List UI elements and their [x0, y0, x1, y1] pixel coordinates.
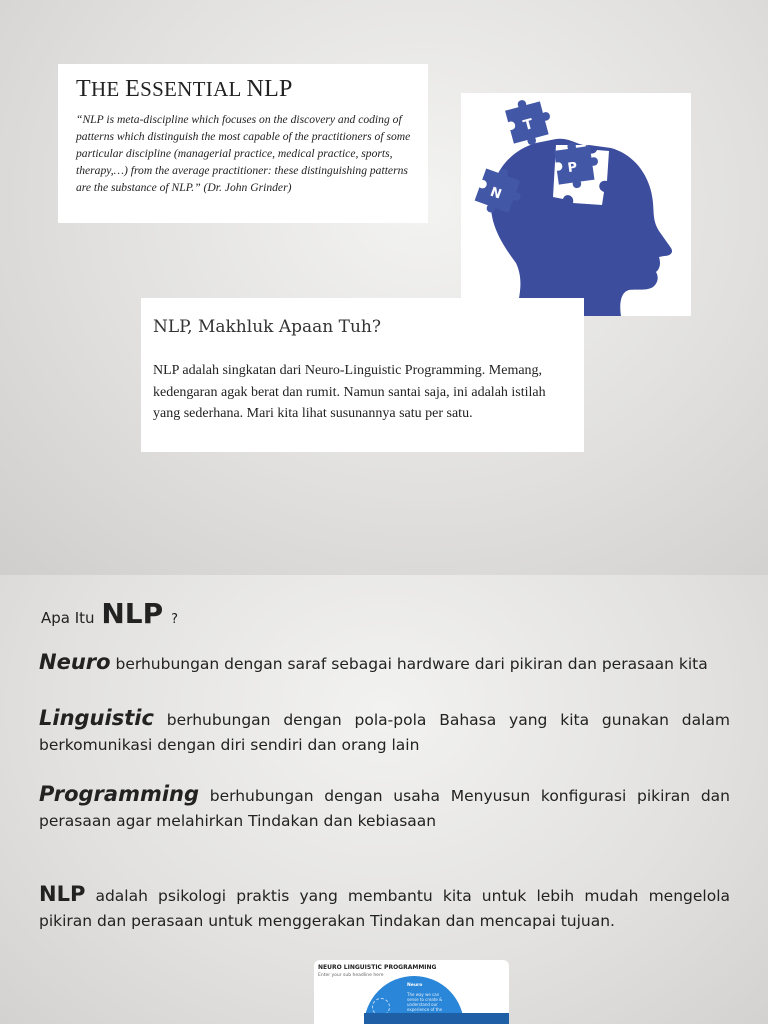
title-ssential: SSENTIAL	[140, 77, 247, 101]
thumbnail-title: NEURO LINGUISTIC PROGRAMMING	[318, 964, 437, 971]
definition-programming	[39, 782, 730, 834]
term-neuro: Neuro	[39, 650, 111, 674]
thumbnail-text: The way we can sense to create & understand our experience of the	[407, 992, 443, 1012]
definition-neuro	[39, 650, 730, 677]
nlp-apaan-card	[141, 298, 584, 452]
term-programming: Programming	[39, 782, 200, 806]
definition-linguistic	[39, 706, 730, 758]
definition-text: berhubungan dengan pola-pola Bahasa yang kita gunakan dalam berkomunikasi dengan diri sendiri dan orang lain	[39, 711, 730, 754]
svg-text:T: T	[521, 116, 536, 135]
svg-text:P: P	[566, 159, 579, 177]
heading-nlp: NLP	[101, 597, 164, 630]
nlp-summary	[39, 882, 730, 934]
head-puzzle-illustration	[461, 93, 691, 316]
grinder-quote: “NLP is meta-discipline which focuses on the discovery and coding of patterns which distinguish the most capable of the practitioners of some particular discipline (managerial practice, medical practice, sports, therapy,…) from the average practitioner: these distinguishing patterns are the substance of NLP.” (Dr. John Grinder)	[76, 113, 411, 194]
heading-prefix: Apa Itu	[41, 609, 95, 627]
term-linguistic: Linguistic	[39, 706, 154, 730]
title-cap-e: E	[125, 76, 141, 102]
title-nlp: NLP	[246, 76, 293, 102]
definition-text: berhubungan dengan usaha Menyusun konfigurasi pikiran dan perasaan agar melahirkan Tindakan dan kebiasaan	[39, 787, 730, 830]
definition-text: berhubungan dengan saraf sebagai hardware dari pikiran dan perasaan kita	[110, 655, 708, 673]
svg-text:N: N	[487, 184, 504, 203]
title-cap-t: T	[76, 76, 91, 102]
nlp-apaan-body: NLP adalah singkatan dari Neuro-Linguistic Programming. Memang, kedengaran agak berat dan rumit. Namun santai saja, ini adalah istilah yang sederhana. Mari kita lihat susunannya satu per satu.	[153, 363, 546, 421]
essential-nlp-card	[58, 64, 428, 223]
term-nlp: NLP	[39, 882, 86, 906]
nlp-apaan-title: NLP, Makhluk Apaan Tuh?	[153, 317, 381, 337]
summary-text: adalah psikologi praktis yang membantu kita untuk lebih mudah mengelola pikiran dan perasaan untuk menggerakan Tindakan dan mencapai tujuan.	[39, 887, 730, 930]
nlp-diagram-thumbnail	[314, 960, 509, 1024]
thumbnail-subtitle: Enter your sub headline here	[318, 973, 384, 978]
apa-itu-heading	[41, 597, 178, 630]
essential-nlp-title	[76, 76, 293, 103]
thumbnail-label: Neuro	[407, 983, 423, 988]
head-puzzle-icon	[461, 93, 691, 316]
title-he: HE	[90, 77, 126, 101]
thumbnail-band	[364, 1013, 509, 1024]
heading-question-mark: ?	[171, 612, 179, 627]
